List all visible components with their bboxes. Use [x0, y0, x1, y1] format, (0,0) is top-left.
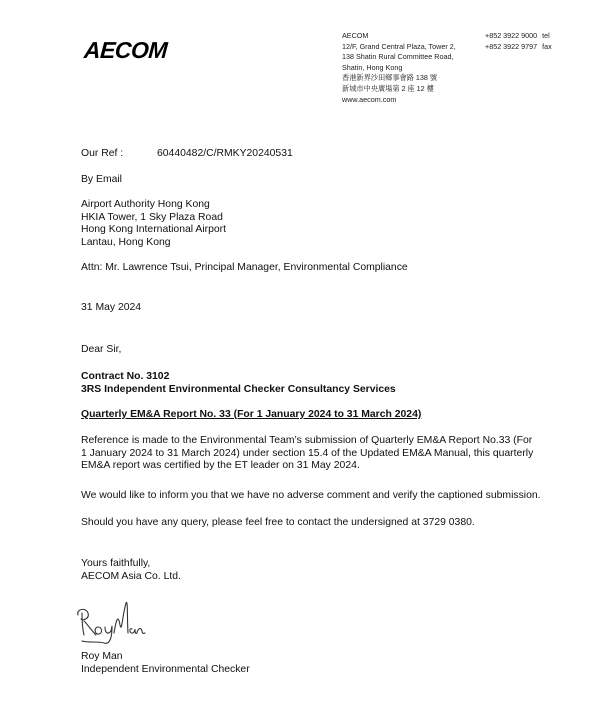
contract-title: 3RS Independent Environmental Checker Consultancy Services: [81, 383, 396, 395]
handwritten-signature: [74, 597, 164, 647]
recipient-address: [81, 199, 226, 249]
tel-label: tel: [542, 31, 550, 40]
report-subject: Quarterly EM&A Report No. 33 (For 1 January 2024 to 31 March 2024): [81, 409, 422, 420]
salutation: Dear Sir,: [81, 344, 122, 355]
fax-line: [485, 42, 552, 53]
delivery-method: By Email: [81, 174, 122, 185]
recipient-line: Airport Authority Hong Kong: [81, 199, 210, 210]
letter-date: 31 May 2024: [81, 302, 142, 313]
paragraph-line: 1 January 2024 to 31 March 2024) under section 15.4 of the Updated EM&A Manual, this quarterly: [81, 447, 534, 459]
recipient-line: HKIA Tower, 1 Sky Plaza Road: [81, 211, 223, 223]
paragraph-line: Reference is made to the Environmental Team’s submission of Quarterly EM&A Report No.33 (For: [81, 435, 533, 446]
signer-name: Roy Man: [81, 651, 123, 662]
aecom-logo: AECOM: [83, 37, 169, 63]
signer-block: [81, 651, 250, 676]
closing-block: [81, 558, 181, 583]
recipient-line: Lantau, Hong Kong: [81, 236, 171, 248]
tel-line: [485, 31, 552, 42]
fax-label: fax: [542, 41, 552, 51]
reference-line: [81, 148, 293, 161]
fax-number: +852 3922 9797: [485, 41, 538, 51]
address-line-chinese: 香港新界沙田鄉事會路 138 號: [342, 73, 438, 83]
recipient-line: Hong Kong International Airport: [81, 224, 226, 236]
paragraph-line: EM&A report was certified by the ET leader on 31 May 2024.: [81, 460, 360, 472]
attention-line: Attn: Mr. Lawrence Tsui, Principal Manager, Environmental Compliance: [81, 262, 408, 273]
reference-value: 60440482/C/RMKY20240531: [157, 148, 293, 159]
subject-block: [81, 371, 396, 396]
address-line: 138 Shatin Rural Committee Road,: [342, 52, 454, 62]
tel-number: +852 3922 9000: [485, 31, 538, 40]
contract-number: Contract No. 3102: [81, 371, 170, 382]
address-line: 12/F, Grand Central Plaza, Tower 2,: [342, 41, 456, 51]
letterhead-contact: [485, 31, 552, 52]
body-paragraph-1: [81, 435, 533, 473]
letterhead-company: AECOM: [342, 31, 369, 40]
closing-company: AECOM Asia Co. Ltd.: [81, 570, 181, 582]
valediction: Yours faithfully,: [81, 558, 151, 569]
reference-label: Our Ref :: [81, 148, 124, 159]
website-link[interactable]: www.aecom.com: [342, 94, 397, 104]
address-line-chinese: 新城市中央廣場第 2 座 12 樓: [342, 83, 434, 93]
address-line: Shatin, Hong Kong: [342, 62, 403, 72]
letterhead-address: [342, 31, 456, 105]
body-paragraph-3: Should you have any query, please feel free to contact the undersigned at 3729 0380.: [81, 517, 475, 528]
body-paragraph-2: We would like to inform you that we have no adverse comment and verify the captioned submission.: [81, 490, 541, 501]
signer-title: Independent Environmental Checker: [81, 663, 250, 675]
